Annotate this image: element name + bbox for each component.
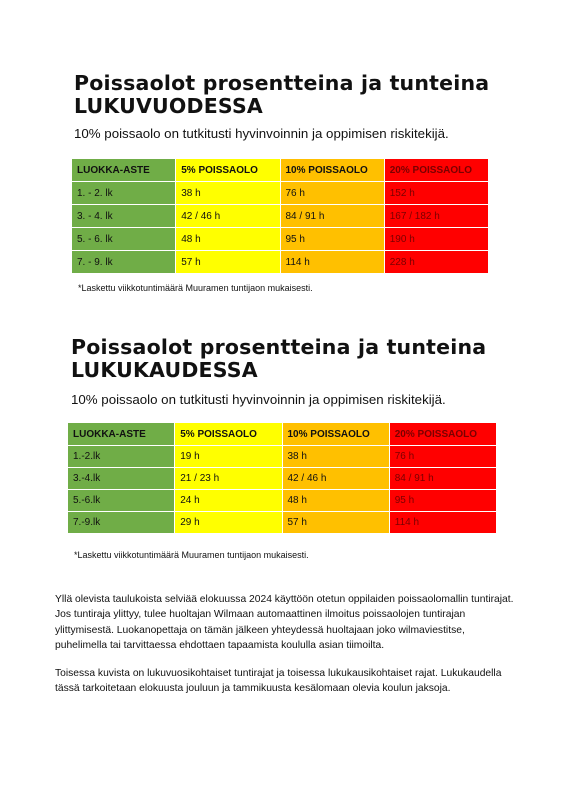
header-grade: LUOKKA-ASTE [68,423,175,446]
section-title [0,72,565,118]
cell-5-percent: 21 / 23 h [175,468,282,490]
cell-20-percent: 95 h [389,490,496,512]
cell-grade: 1. - 2. lk [72,182,176,205]
cell-grade: 7. - 9. lk [72,251,176,274]
cell-5-percent: 42 / 46 h [176,205,280,228]
cell-20-percent: 152 h [384,182,488,205]
table-row [72,182,489,205]
cell-5-percent: 48 h [176,228,280,251]
table-header-row [72,159,489,182]
header-5-percent: 5% POISSAOLO [175,423,282,446]
table-row [72,205,489,228]
section-subtitle: 10% poissaolo on tutkitusti hyvinvoinnin ja oppimisen riskitekijä. [71,392,446,407]
cell-5-percent: 38 h [176,182,280,205]
cell-10-percent: 48 h [282,490,389,512]
table-row [68,512,497,534]
table-header-row [68,423,497,446]
title-line-1: Poissaolot prosentteina ja tunteina [74,71,490,95]
cell-5-percent: 24 h [175,490,282,512]
cell-10-percent: 84 / 91 h [280,205,384,228]
cell-grade: 5. - 6. lk [72,228,176,251]
cell-5-percent: 57 h [176,251,280,274]
section-subtitle: 10% poissaolo on tutkitusti hyvinvoinnin ja oppimisen riskitekijä. [74,126,449,141]
header-5-percent: 5% POISSAOLO [176,159,280,182]
explanation-paragraph-2: Toisessa kuvista on lukuvuosikohtaiset tuntirajat ja toisessa lukukausikohtaiset rajat. Lukukaudella tässä tarkoitetaan elokuusta jouluun ja tammikuusta kesälomaan olevia koulun jaksoja. [55,668,502,695]
header-10-percent: 10% POISSAOLO [282,423,389,446]
cell-10-percent: 95 h [280,228,384,251]
cell-10-percent: 38 h [282,446,389,468]
cell-5-percent: 19 h [175,446,282,468]
section-lukuvuosi [0,71,565,293]
title-line-1: Poissaolot prosentteina ja tunteina [71,335,487,359]
cell-20-percent: 228 h [384,251,488,274]
table-row [68,468,497,490]
cell-10-percent: 76 h [280,182,384,205]
cell-20-percent: 167 / 182 h [384,205,488,228]
section-lukukausi [0,335,565,560]
table-row [72,228,489,251]
cell-grade: 5.-6.lk [68,490,175,512]
header-grade: LUOKKA-ASTE [72,159,176,182]
cell-20-percent: 76 h [389,446,496,468]
cell-grade: 3. - 4. lk [72,205,176,228]
cell-5-percent: 29 h [175,512,282,534]
table-row [68,446,497,468]
footnote: *Laskettu viikkotuntimäärä Muuramen tuntijaon mukaisesti. [78,283,313,293]
header-20-percent: 20% POISSAOLO [384,159,488,182]
cell-20-percent: 84 / 91 h [389,468,496,490]
footnote: *Laskettu viikkotuntimäärä Muuramen tuntijaon mukaisesti. [74,550,309,560]
section-title [0,336,565,382]
explanation-paragraph-1: Yllä olevista taulukoista selviää elokuussa 2024 käyttöön otetun oppilaiden poissaolomallin tuntirajat. Jos tuntiraja ylittyy, tulee huoltajan Wilmaan automaattinen ilmoitus poissaolojen tuntirajan ylittymisestä. Luokanopettaja on tämän jälkeen yhteydessä huoltajaan joko wilmaviestitse, puhelimella tai tarvittaessa ehdottaen tapaamista koululla asian tiimoilta. [55,594,514,652]
title-line-2: LUKUVUODESSA [74,94,263,118]
cell-20-percent: 114 h [389,512,496,534]
cell-grade: 1.-2.lk [68,446,175,468]
cell-10-percent: 57 h [282,512,389,534]
header-10-percent: 10% POISSAOLO [280,159,384,182]
absence-table-year [71,158,489,274]
cell-20-percent: 190 h [384,228,488,251]
absence-table-term [67,422,497,534]
header-20-percent: 20% POISSAOLO [389,423,496,446]
title-line-2: LUKUKAUDESSA [71,358,258,382]
cell-grade: 7.-9.lk [68,512,175,534]
table-row [72,251,489,274]
cell-grade: 3.-4.lk [68,468,175,490]
cell-10-percent: 42 / 46 h [282,468,389,490]
cell-10-percent: 114 h [280,251,384,274]
table-row [68,490,497,512]
